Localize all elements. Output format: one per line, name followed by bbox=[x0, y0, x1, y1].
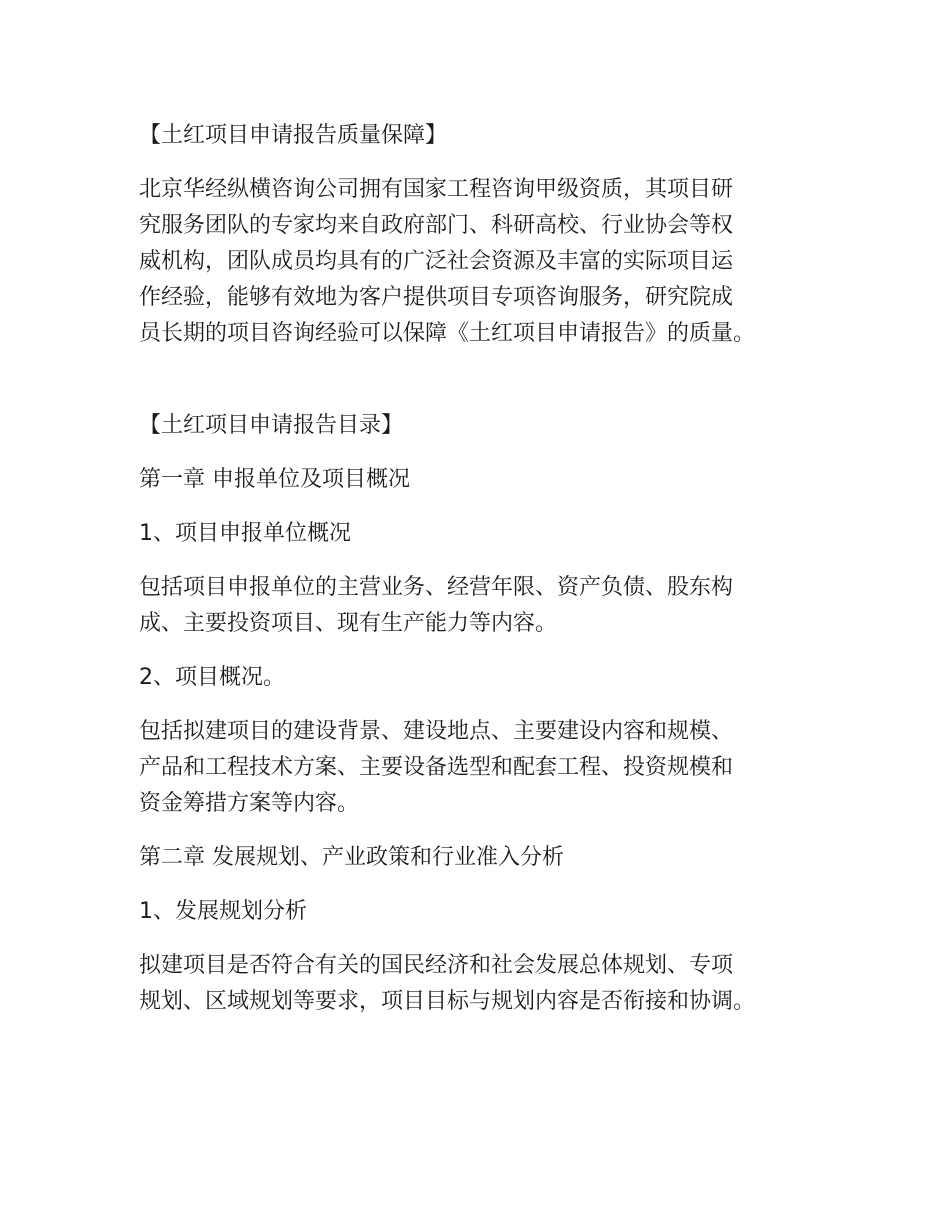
paragraph-line: 资金筹措方案等内容。 bbox=[139, 791, 360, 816]
table-of-contents-heading: 【土红项目申请报告目录】 bbox=[139, 413, 404, 438]
paragraph-line: 北京华经纵横咨询公司拥有国家工程咨询甲级资质，其项目研 bbox=[139, 177, 734, 202]
chapter-2-item-1-title: 1、发展规划分析 bbox=[139, 899, 307, 924]
paragraph-line: 包括拟建项目的建设背景、建设地点、主要建设内容和规模、 bbox=[139, 719, 734, 744]
section-spacer bbox=[139, 370, 819, 408]
paragraph-line: 产品和工程技术方案、主要设备选型和配套工程、投资规模和 bbox=[139, 755, 734, 780]
paragraph-line: 拟建项目是否符合有关的国民经济和社会发展总体规划、专项 bbox=[139, 953, 734, 978]
document-page bbox=[139, 118, 819, 1038]
paragraph-line: 究服务团队的专家均来自政府部门、科研高校、行业协会等权 bbox=[139, 213, 734, 238]
chapter-1-item-2-paragraph bbox=[139, 714, 819, 822]
quality-assurance-paragraph bbox=[139, 172, 819, 352]
chapter-1-item-1-title: 1、项目申报单位概况 bbox=[139, 521, 351, 546]
paragraph-line: 威机构，团队成员均具有的广泛社会资源及丰富的实际项目运 bbox=[139, 249, 734, 274]
paragraph-line: 作经验，能够有效地为客户提供项目专项咨询服务，研究院成 bbox=[139, 285, 734, 310]
paragraph-line: 包括项目申报单位的主营业务、经营年限、资产负债、股东构 bbox=[139, 575, 734, 600]
chapter-2-title: 第二章 发展规划、产业政策和行业准入分析 bbox=[139, 845, 564, 870]
quality-assurance-heading: 【土红项目申请报告质量保障】 bbox=[139, 123, 448, 148]
chapter-2-item-1-paragraph bbox=[139, 948, 819, 1020]
paragraph-line: 员长期的项目咨询经验可以保障《土红项目申请报告》的质量。 bbox=[139, 321, 756, 346]
chapter-1-item-2-title: 2、项目概况。 bbox=[139, 665, 285, 690]
paragraph-line: 成、主要投资项目、现有生产能力等内容。 bbox=[139, 611, 558, 636]
chapter-1-title: 第一章 申报单位及项目概况 bbox=[139, 467, 410, 492]
paragraph-line: 规划、区域规划等要求，项目目标与规划内容是否衔接和协调。 bbox=[139, 989, 756, 1014]
chapter-1-item-1-paragraph bbox=[139, 570, 819, 642]
